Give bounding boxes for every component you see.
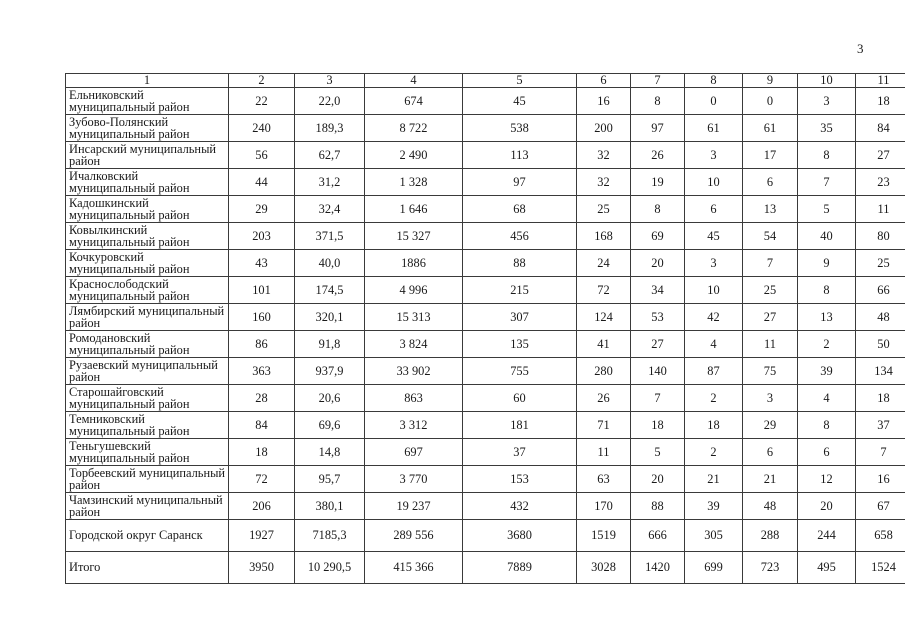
value-cell: 20 xyxy=(631,466,685,493)
value-cell: 181 xyxy=(463,412,577,439)
value-cell: 3950 xyxy=(229,552,295,584)
value-cell: 69 xyxy=(631,223,685,250)
value-cell: 289 556 xyxy=(365,520,463,552)
value-cell: 244 xyxy=(798,520,856,552)
value-cell: 937,9 xyxy=(295,358,365,385)
value-cell: 48 xyxy=(856,304,905,331)
saransk-row xyxy=(66,520,905,552)
column-number-cell: 5 xyxy=(463,74,577,88)
table-row xyxy=(66,493,905,520)
value-cell: 140 xyxy=(631,358,685,385)
value-cell: 307 xyxy=(463,304,577,331)
value-cell: 62,7 xyxy=(295,142,365,169)
value-cell: 68 xyxy=(463,196,577,223)
value-cell: 22 xyxy=(229,88,295,115)
value-cell: 32,4 xyxy=(295,196,365,223)
table-row xyxy=(66,142,905,169)
column-number-row xyxy=(66,74,905,88)
value-cell: 75 xyxy=(743,358,798,385)
value-cell: 80 xyxy=(856,223,905,250)
value-cell: 538 xyxy=(463,115,577,142)
value-cell: 8 722 xyxy=(365,115,463,142)
value-cell: 3 xyxy=(685,250,743,277)
value-cell: 456 xyxy=(463,223,577,250)
value-cell: 29 xyxy=(229,196,295,223)
value-cell: 2 xyxy=(798,331,856,358)
column-number-cell: 10 xyxy=(798,74,856,88)
value-cell: 10 290,5 xyxy=(295,552,365,584)
value-cell: 66 xyxy=(856,277,905,304)
value-cell: 27 xyxy=(856,142,905,169)
value-cell: 72 xyxy=(577,277,631,304)
value-cell: 41 xyxy=(577,331,631,358)
value-cell: 8 xyxy=(798,277,856,304)
value-cell: 288 xyxy=(743,520,798,552)
value-cell: 61 xyxy=(685,115,743,142)
value-cell: 19 xyxy=(631,169,685,196)
value-cell: 26 xyxy=(577,385,631,412)
value-cell: 50 xyxy=(856,331,905,358)
value-cell: 35 xyxy=(798,115,856,142)
table-row xyxy=(66,466,905,493)
value-cell: 88 xyxy=(463,250,577,277)
value-cell: 432 xyxy=(463,493,577,520)
value-cell: 7185,3 xyxy=(295,520,365,552)
column-number-cell: 7 xyxy=(631,74,685,88)
value-cell: 71 xyxy=(577,412,631,439)
value-cell: 17 xyxy=(743,142,798,169)
value-cell: 27 xyxy=(631,331,685,358)
value-cell: 88 xyxy=(631,493,685,520)
value-cell: 3680 xyxy=(463,520,577,552)
table-row xyxy=(66,439,905,466)
value-cell: 29 xyxy=(743,412,798,439)
value-cell: 54 xyxy=(743,223,798,250)
value-cell: 39 xyxy=(685,493,743,520)
statistics-table xyxy=(65,73,905,584)
value-cell: 215 xyxy=(463,277,577,304)
value-cell: 320,1 xyxy=(295,304,365,331)
value-cell: 48 xyxy=(743,493,798,520)
value-cell: 153 xyxy=(463,466,577,493)
column-number-cell: 9 xyxy=(743,74,798,88)
value-cell: 206 xyxy=(229,493,295,520)
table-row xyxy=(66,412,905,439)
table-row xyxy=(66,196,905,223)
value-cell: 87 xyxy=(685,358,743,385)
district-name-cell: Зубово-Полянский муниципальный район xyxy=(66,115,229,142)
value-cell: 28 xyxy=(229,385,295,412)
value-cell: 39 xyxy=(798,358,856,385)
table-row xyxy=(66,385,905,412)
value-cell: 755 xyxy=(463,358,577,385)
table-row xyxy=(66,88,905,115)
value-cell: 11 xyxy=(856,196,905,223)
page-number: 3 xyxy=(857,41,864,56)
district-name-cell: Инсарский муниципальный район xyxy=(66,142,229,169)
value-cell: 18 xyxy=(631,412,685,439)
value-cell: 12 xyxy=(798,466,856,493)
value-cell: 8 xyxy=(631,88,685,115)
value-cell: 674 xyxy=(365,88,463,115)
value-cell: 53 xyxy=(631,304,685,331)
value-cell: 101 xyxy=(229,277,295,304)
district-name-cell: Кадошкинский муниципальный район xyxy=(66,196,229,223)
table-row xyxy=(66,250,905,277)
value-cell: 21 xyxy=(743,466,798,493)
column-number-cell: 3 xyxy=(295,74,365,88)
value-cell: 45 xyxy=(463,88,577,115)
district-name-cell: Итого xyxy=(66,552,229,584)
value-cell: 22,0 xyxy=(295,88,365,115)
value-cell: 11 xyxy=(577,439,631,466)
value-cell: 10 xyxy=(685,277,743,304)
value-cell: 1 646 xyxy=(365,196,463,223)
value-cell: 21 xyxy=(685,466,743,493)
value-cell: 113 xyxy=(463,142,577,169)
value-cell: 27 xyxy=(743,304,798,331)
value-cell: 200 xyxy=(577,115,631,142)
value-cell: 5 xyxy=(798,196,856,223)
value-cell: 4 xyxy=(685,331,743,358)
value-cell: 91,8 xyxy=(295,331,365,358)
value-cell: 3 xyxy=(743,385,798,412)
value-cell: 10 xyxy=(685,169,743,196)
value-cell: 18 xyxy=(685,412,743,439)
value-cell: 19 237 xyxy=(365,493,463,520)
value-cell: 3 312 xyxy=(365,412,463,439)
value-cell: 14,8 xyxy=(295,439,365,466)
value-cell: 18 xyxy=(856,88,905,115)
value-cell: 280 xyxy=(577,358,631,385)
value-cell: 86 xyxy=(229,331,295,358)
value-cell: 3028 xyxy=(577,552,631,584)
value-cell: 7 xyxy=(743,250,798,277)
district-name-cell: Теньгушевский муниципальный район xyxy=(66,439,229,466)
value-cell: 40 xyxy=(798,223,856,250)
table-body xyxy=(66,74,905,584)
total-row xyxy=(66,552,905,584)
value-cell: 95,7 xyxy=(295,466,365,493)
value-cell: 6 xyxy=(685,196,743,223)
value-cell: 135 xyxy=(463,331,577,358)
value-cell: 69,6 xyxy=(295,412,365,439)
value-cell: 203 xyxy=(229,223,295,250)
value-cell: 2 xyxy=(685,385,743,412)
value-cell: 31,2 xyxy=(295,169,365,196)
table-row xyxy=(66,304,905,331)
value-cell: 45 xyxy=(685,223,743,250)
value-cell: 666 xyxy=(631,520,685,552)
value-cell: 9 xyxy=(798,250,856,277)
value-cell: 3 770 xyxy=(365,466,463,493)
value-cell: 6 xyxy=(743,169,798,196)
column-number-cell: 11 xyxy=(856,74,905,88)
value-cell: 170 xyxy=(577,493,631,520)
district-name-cell: Ковылкинский муниципальный район xyxy=(66,223,229,250)
value-cell: 495 xyxy=(798,552,856,584)
value-cell: 8 xyxy=(798,142,856,169)
table-row xyxy=(66,223,905,250)
value-cell: 25 xyxy=(856,250,905,277)
district-name-cell: Старошайговский муниципальный район xyxy=(66,385,229,412)
value-cell: 42 xyxy=(685,304,743,331)
value-cell: 7 xyxy=(856,439,905,466)
value-cell: 658 xyxy=(856,520,905,552)
value-cell: 240 xyxy=(229,115,295,142)
value-cell: 60 xyxy=(463,385,577,412)
value-cell: 13 xyxy=(743,196,798,223)
value-cell: 6 xyxy=(743,439,798,466)
value-cell: 1 328 xyxy=(365,169,463,196)
value-cell: 1927 xyxy=(229,520,295,552)
value-cell: 44 xyxy=(229,169,295,196)
value-cell: 0 xyxy=(743,88,798,115)
value-cell: 20,6 xyxy=(295,385,365,412)
value-cell: 1420 xyxy=(631,552,685,584)
value-cell: 43 xyxy=(229,250,295,277)
district-name-cell: Ичалковский муниципальный район xyxy=(66,169,229,196)
value-cell: 7 xyxy=(631,385,685,412)
value-cell: 697 xyxy=(365,439,463,466)
value-cell: 84 xyxy=(856,115,905,142)
value-cell: 723 xyxy=(743,552,798,584)
value-cell: 3 824 xyxy=(365,331,463,358)
value-cell: 16 xyxy=(577,88,631,115)
value-cell: 16 xyxy=(856,466,905,493)
value-cell: 863 xyxy=(365,385,463,412)
column-number-cell: 1 xyxy=(66,74,229,88)
value-cell: 174,5 xyxy=(295,277,365,304)
value-cell: 1519 xyxy=(577,520,631,552)
district-name-cell: Городской округ Саранск xyxy=(66,520,229,552)
value-cell: 18 xyxy=(229,439,295,466)
value-cell: 18 xyxy=(856,385,905,412)
district-name-cell: Чамзинский муниципальный район xyxy=(66,493,229,520)
district-name-cell: Краснослободский муниципальный район xyxy=(66,277,229,304)
value-cell: 1886 xyxy=(365,250,463,277)
value-cell: 4 xyxy=(798,385,856,412)
column-number-cell: 6 xyxy=(577,74,631,88)
district-name-cell: Торбеевский муниципальный район xyxy=(66,466,229,493)
value-cell: 8 xyxy=(631,196,685,223)
table-row xyxy=(66,331,905,358)
value-cell: 699 xyxy=(685,552,743,584)
value-cell: 37 xyxy=(856,412,905,439)
column-number-cell: 8 xyxy=(685,74,743,88)
value-cell: 26 xyxy=(631,142,685,169)
table-row xyxy=(66,358,905,385)
value-cell: 40,0 xyxy=(295,250,365,277)
value-cell: 168 xyxy=(577,223,631,250)
value-cell: 32 xyxy=(577,169,631,196)
district-name-cell: Рузаевский муниципальный район xyxy=(66,358,229,385)
value-cell: 24 xyxy=(577,250,631,277)
value-cell: 20 xyxy=(631,250,685,277)
value-cell: 371,5 xyxy=(295,223,365,250)
value-cell: 5 xyxy=(631,439,685,466)
column-number-cell: 4 xyxy=(365,74,463,88)
value-cell: 380,1 xyxy=(295,493,365,520)
value-cell: 15 313 xyxy=(365,304,463,331)
value-cell: 3 xyxy=(685,142,743,169)
value-cell: 37 xyxy=(463,439,577,466)
value-cell: 6 xyxy=(798,439,856,466)
value-cell: 13 xyxy=(798,304,856,331)
value-cell: 8 xyxy=(798,412,856,439)
value-cell: 189,3 xyxy=(295,115,365,142)
value-cell: 25 xyxy=(577,196,631,223)
value-cell: 134 xyxy=(856,358,905,385)
table-row xyxy=(66,169,905,196)
value-cell: 25 xyxy=(743,277,798,304)
value-cell: 2 xyxy=(685,439,743,466)
district-name-cell: Темниковский муниципальный район xyxy=(66,412,229,439)
value-cell: 0 xyxy=(685,88,743,115)
value-cell: 3 xyxy=(798,88,856,115)
value-cell: 7 xyxy=(798,169,856,196)
value-cell: 363 xyxy=(229,358,295,385)
value-cell: 20 xyxy=(798,493,856,520)
value-cell: 160 xyxy=(229,304,295,331)
value-cell: 97 xyxy=(463,169,577,196)
value-cell: 72 xyxy=(229,466,295,493)
value-cell: 34 xyxy=(631,277,685,304)
value-cell: 67 xyxy=(856,493,905,520)
value-cell: 305 xyxy=(685,520,743,552)
district-name-cell: Ельниковский муниципальный район xyxy=(66,88,229,115)
column-number-cell: 2 xyxy=(229,74,295,88)
value-cell: 23 xyxy=(856,169,905,196)
value-cell: 124 xyxy=(577,304,631,331)
value-cell: 63 xyxy=(577,466,631,493)
value-cell: 33 902 xyxy=(365,358,463,385)
value-cell: 2 490 xyxy=(365,142,463,169)
table-row xyxy=(66,115,905,142)
value-cell: 11 xyxy=(743,331,798,358)
value-cell: 415 366 xyxy=(365,552,463,584)
value-cell: 61 xyxy=(743,115,798,142)
district-name-cell: Кочкуровский муниципальный район xyxy=(66,250,229,277)
value-cell: 1524 xyxy=(856,552,905,584)
value-cell: 56 xyxy=(229,142,295,169)
value-cell: 4 996 xyxy=(365,277,463,304)
table-row xyxy=(66,277,905,304)
value-cell: 32 xyxy=(577,142,631,169)
district-name-cell: Лямбирский муниципальный район xyxy=(66,304,229,331)
value-cell: 7889 xyxy=(463,552,577,584)
value-cell: 97 xyxy=(631,115,685,142)
value-cell: 15 327 xyxy=(365,223,463,250)
district-name-cell: Ромодановский муниципальный район xyxy=(66,331,229,358)
value-cell: 84 xyxy=(229,412,295,439)
